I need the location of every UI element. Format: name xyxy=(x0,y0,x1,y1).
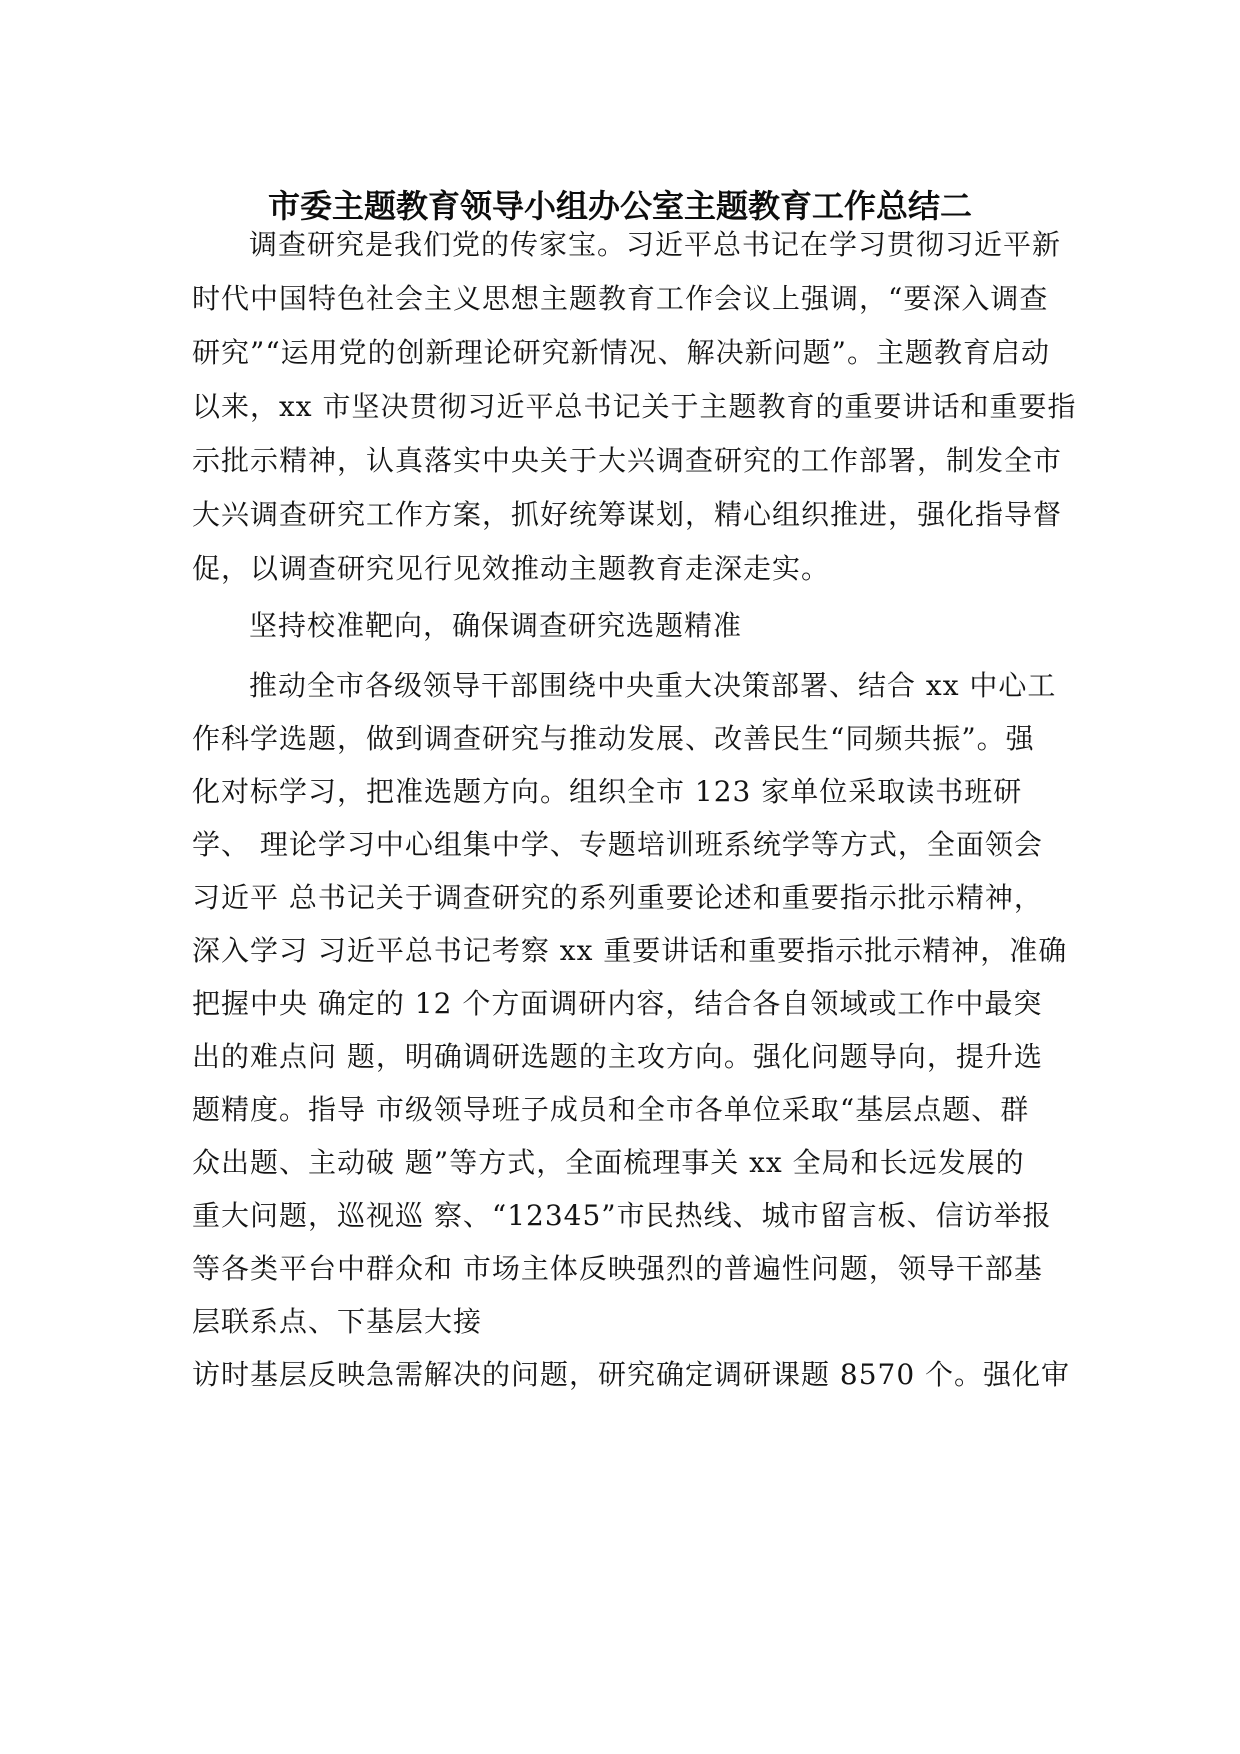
paragraph-line: 学、 理论学习中心组集中学、专题培训班系统学等方式，全面领会 xyxy=(192,828,1043,861)
paragraph-line: 以来，xx 市坚决贯彻习近平总书记关于主题教育的重要讲话和重要指 xyxy=(192,390,1077,423)
paragraph-line: 深入学习 习近平总书记考察 xx 重要讲话和重要指示批示精神，准确 xyxy=(192,934,1068,967)
paragraph-line: 众出题、主动破 题”等方式，全面梳理事关 xx 全局和长远发展的 xyxy=(192,1146,1025,1179)
paragraph-line: 题精度。指导 市级领导班子成员和全市各单位采取“基层点题、群 xyxy=(192,1093,1030,1126)
paragraph-line: 促，以调查研究见行见效推动主题教育走深走实。 xyxy=(192,552,831,585)
paragraph-line: 层联系点、下基层大接 xyxy=(192,1305,483,1338)
paragraph-line: 等各类平台中群众和 市场主体反映强烈的普遍性问题，领导干部基 xyxy=(192,1252,1043,1285)
paragraph-line: 作科学选题，做到调查研究与推动发展、改善民生“同频共振”。强 xyxy=(192,722,1035,755)
paragraph-line: 时代中国特色社会主义思想主题教育工作会议上强调，“要深入调查 xyxy=(192,282,1049,315)
paragraph-line: 示批示精神，认真落实中央关于大兴调查研究的工作部署，制发全市 xyxy=(192,444,1063,477)
paragraph-line: 大兴调查研究工作方案，抓好统筹谋划，精心组织推进，强化指导督 xyxy=(192,498,1063,531)
paragraph-line: 化对标学习，把准选题方向。组织全市 123 家单位采取读书班研 xyxy=(192,775,1023,808)
paragraph-line: 出的难点问 题，明确调研选题的主攻方向。强化问题导向，提升选 xyxy=(192,1040,1043,1073)
paragraph-line: 把握中央 确定的 12 个方面调研内容，结合各自领域或工作中最突 xyxy=(192,987,1043,1020)
paragraph-line: 访时基层反映急需解决的问题，研究确定调研课题 8570 个。强化审 xyxy=(192,1358,1071,1391)
section-heading: 坚持校准靶向，确保调查研究选题精准 xyxy=(249,609,743,642)
paragraph-line: 习近平 总书记关于调查研究的系列重要论述和重要指示批示精神， xyxy=(192,881,1043,914)
paragraph-line: 研究”“运用党的创新理论研究新情况、解决新问题”。主题教育启动 xyxy=(192,336,1050,369)
paragraph-line: 推动全市各级领导干部围绕中央重大决策部署、结合 xx 中心工 xyxy=(249,669,1057,702)
document-title: 市委主题教育领导小组办公室主题教育工作总结二 xyxy=(267,187,972,225)
paragraph-line: 重大问题，巡视巡 察、“12345”市民热线、城市留言板、信访举报 xyxy=(192,1199,1052,1232)
paragraph-line: 调查研究是我们党的传家宝。习近平总书记在学习贯彻习近平新 xyxy=(249,228,1062,261)
